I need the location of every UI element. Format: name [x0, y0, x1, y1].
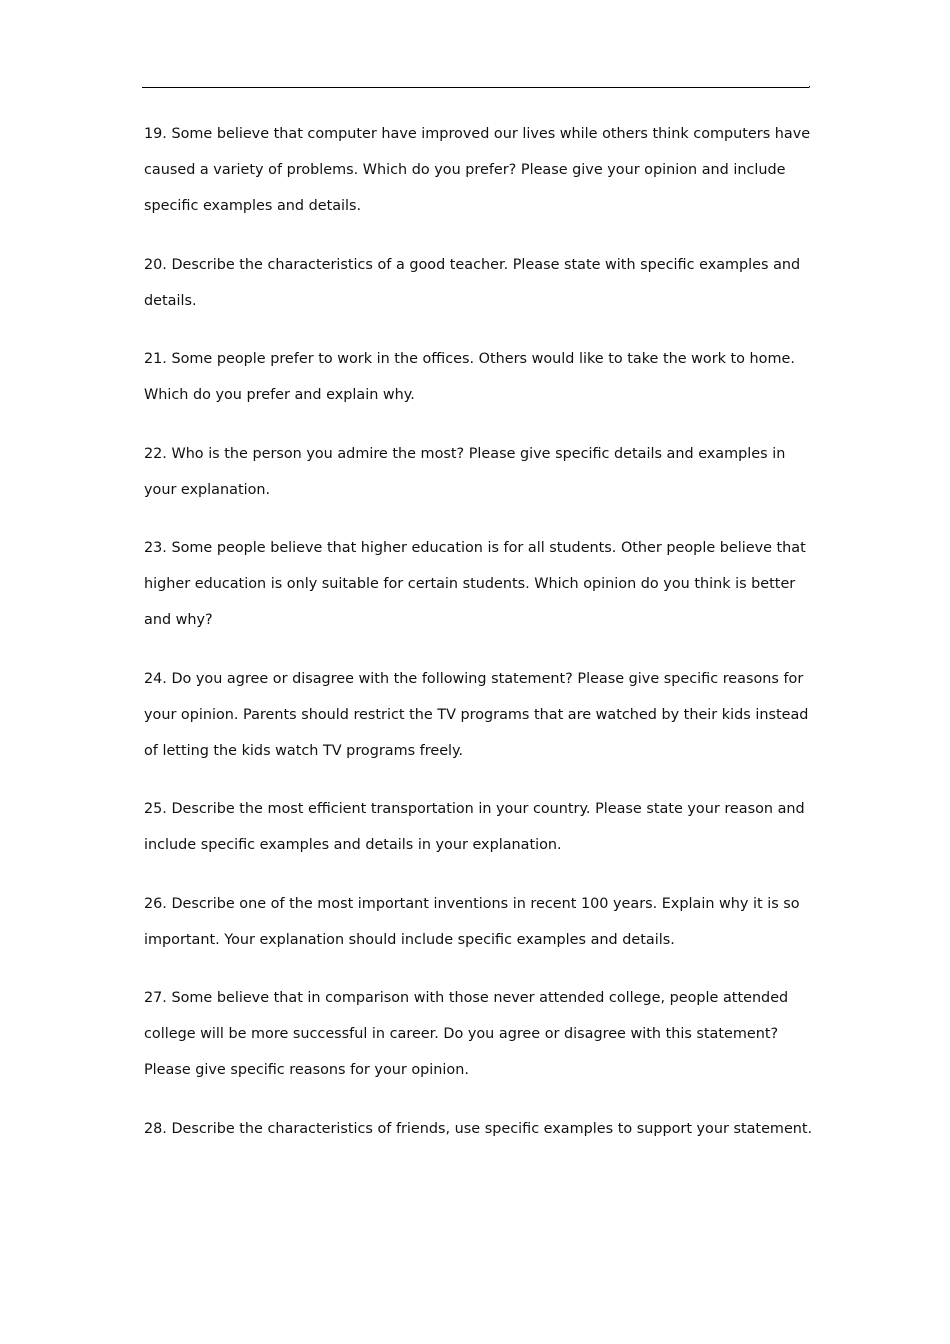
question-28: 28. Describe the characteristics of friends, use specific examples to support your statement.: [144, 1120, 813, 1137]
question-24: 24. Do you agree or disagree with the following statement? Please give specific reasons for your opinion. Parents should restrict the TV programs that are watched by their kids instead of letting the kids watch TV programs freely.: [144, 670, 809, 759]
question-22: 22. Who is the person you admire the most? Please give specific details and examples in your explanation.: [144, 445, 786, 498]
question-23: 23. Some people believe that higher education is for all students. Other people believe that higher education is only suitable for certain students. Which opinion do you think is better and why?: [144, 540, 806, 628]
question-list: [144, 116, 816, 1169]
header-rule: [142, 87, 809, 88]
question-19: 19. Some believe that computer have improved our lives while others think computers have caused a variety of problems. Which do you prefer? Please give your opinion and include specific examples and details.: [144, 126, 811, 214]
question-26: 26. Describe one of the most important inventions in recent 100 years. Explain why it is so important. Your explanation should include specific examples and details.: [144, 895, 800, 948]
question-27: 27. Some believe that in comparison with those never attended college, people attended college will be more successful in career. Do you agree or disagree with this statement? Please give specific reasons for your opinion.: [144, 990, 789, 1078]
header-mark: ,: [808, 80, 811, 90]
question-21: 21. Some people prefer to work in the offices. Others would like to take the work to home. Which do you prefer and explain why.: [144, 351, 795, 403]
question-25: 25. Describe the most efficient transportation in your country. Please state your reason and include specific examples and details in your explanation.: [144, 801, 805, 853]
question-20: 20. Describe the characteristics of a good teacher. Please state with specific examples and details.: [144, 256, 801, 309]
